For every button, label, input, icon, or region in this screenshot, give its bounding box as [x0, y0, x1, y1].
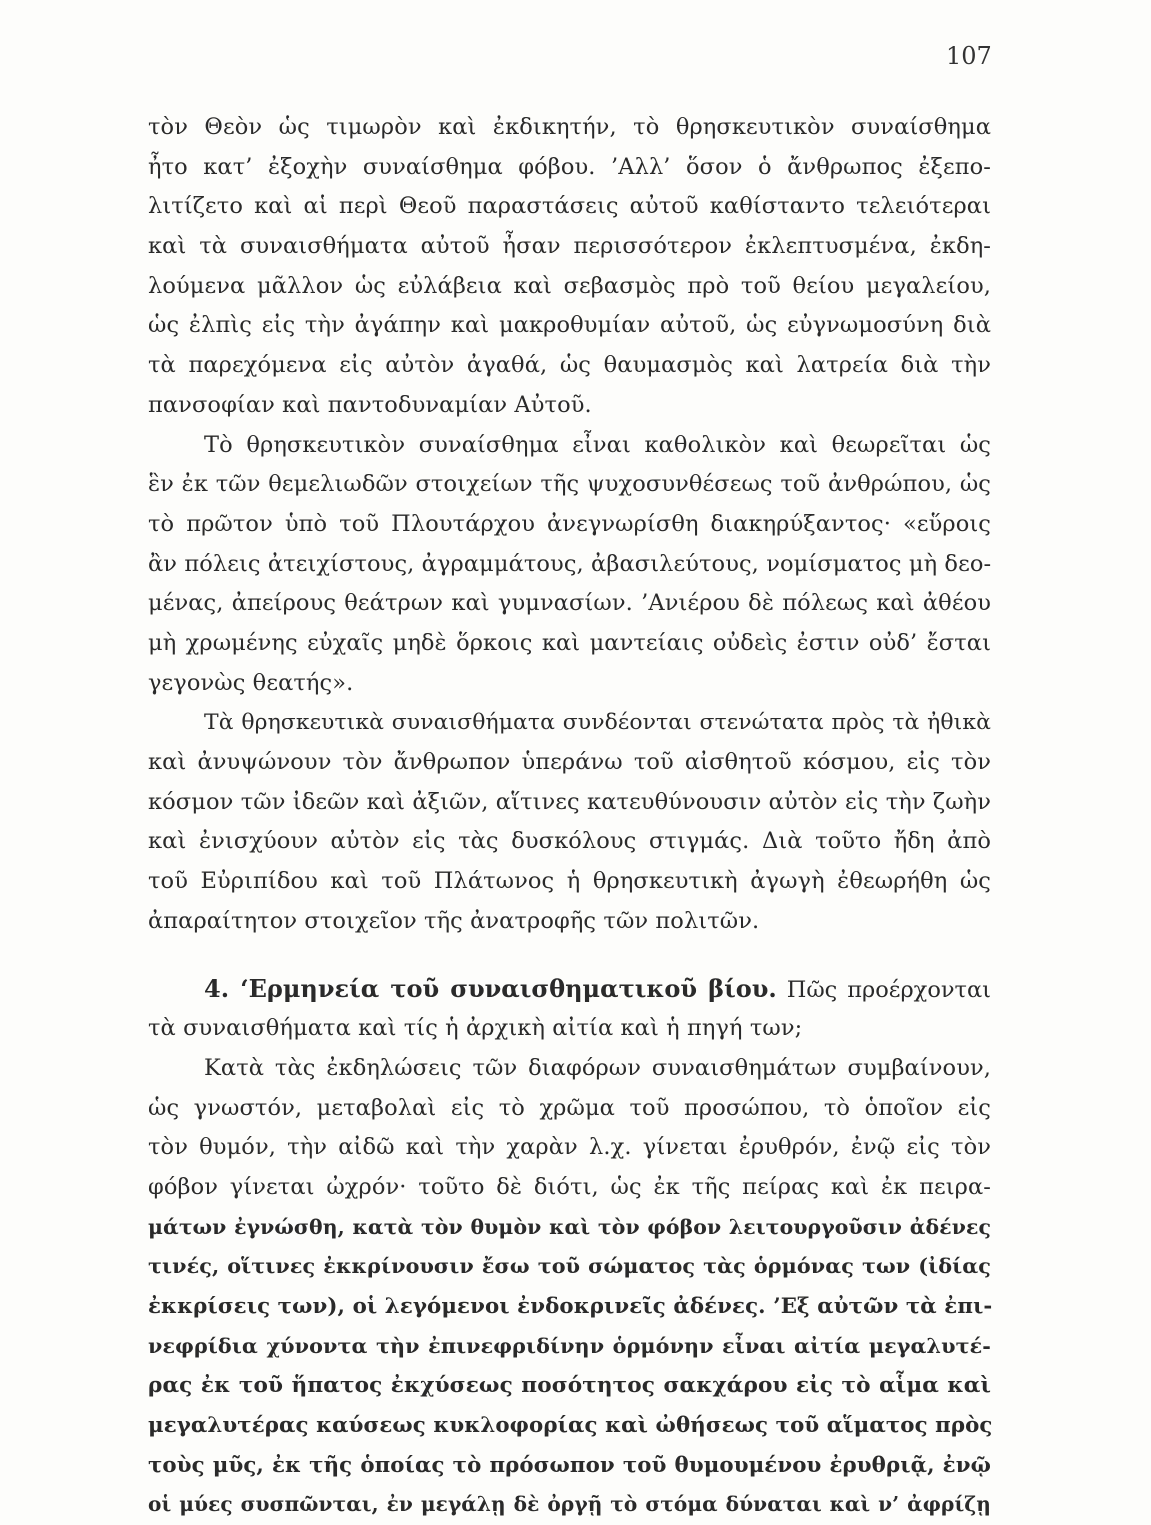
text-line: τινές, οἵτινες ἐκκρίνουσιν ἔσω τοῦ σώματος τὰς ὁρμόνας των (ἰδίας	[148, 1254, 991, 1279]
text-line: τοὺς μῦς, ἐκ τῆς ὁποίας τὸ πρόσωπον τοῦ θυμουμένου ἐρυθριᾷ, ἐνῷ	[148, 1452, 991, 1478]
section-heading-rest: Πῶς προέρχονται	[786, 977, 992, 1004]
text-line: καὶ τὰ συναισθήματα αὐτοῦ ἦσαν περισσότερον ἐκλεπτυσμένα, ἐκδη-	[148, 233, 991, 260]
paragraph-2	[148, 426, 991, 704]
text-line: καὶ ἐνισχύουν αὐτὸν εἰς τὰς δυσκόλους στιγμάς. Διὰ τοῦτο ἤδη ἀπὸ	[148, 828, 991, 855]
text-line: μένας, ἀπείρους θεάτρων καὶ γυμνασίων. ’Ανιέρου δὲ πόλεως καὶ ἀθέου	[148, 590, 991, 617]
text-line: ἦτο κατ’ ἐξοχὴν συναίσθημα φόβου. ’Αλλ’ ὅσον ὁ ἄνθρωπος ἐξεπο-	[148, 153, 991, 180]
text-line: τὸν θυμόν, τὴν αἰδῶ καὶ τὴν χαρὰν λ.χ. γίνεται ἐρυθρόν, ἐνῷ εἰς τὸν	[148, 1134, 991, 1161]
paragraph-5	[148, 1049, 991, 1525]
text-line: λούμενα μᾶλλον ὡς εὐλάβεια καὶ σεβασμὸς πρὸ τοῦ θείου μεγαλείου,	[148, 272, 991, 299]
text-line: πανσοφίαν καὶ παντοδυναμίαν Αὐτοῦ.	[148, 391, 592, 418]
text-line: Τὰ θρησκευτικὰ συναισθήματα συνδέονται στενώτατα πρὸς τὰ ἠθικὰ	[204, 710, 991, 736]
text-line: τὰ συναισθήματα καὶ τίς ἡ ἀρχικὴ αἰτία καὶ ἡ πηγή των;	[148, 1015, 803, 1042]
text-line: λιτίζετο καὶ αἱ περὶ Θεοῦ παραστάσεις αὐτοῦ καθίσταντο τελειότεραι	[148, 193, 991, 220]
text-line: νεφρίδια χύνοντα τὴν ἐπινεφριδίνην ὁρμόνην εἶναι αἰτία μεγαλυτέ-	[148, 1333, 991, 1358]
page-body	[148, 108, 991, 1525]
section-heading: 4. ‘Ερμηνεία τοῦ συναισθηματικοῦ βίου.	[204, 974, 777, 1004]
text-line: ὡς γνωστόν, μεταβολαὶ εἰς τὸ χρῶμα τοῦ προσώπου, τὸ ὁποῖον εἰς	[148, 1094, 991, 1121]
text-line: τοῦ Εὐριπίδου καὶ τοῦ Πλάτωνος ἡ θρησκευτικὴ ἀγωγὴ ἐθεωρήθη ὡς	[148, 868, 991, 895]
text-line: μεγαλυτέρας καύσεως κυκλοφορίας καὶ ὠθήσεως τοῦ αἵματος πρὸς	[148, 1413, 993, 1438]
text-line: τὰ παρεχόμενα εἰς αὐτὸν ἀγαθά, ὡς θαυμασμὸς καὶ λατρεία διὰ τὴν	[148, 352, 991, 379]
text-line: τὸ πρῶτον ὑπὸ τοῦ Πλουτάρχου ἀνεγνωρίσθη διακηρύξαντος· «εὕροις	[148, 510, 991, 537]
text-line: οἱ μύες συσπῶνται, ἐν μεγάλῃ δὲ ὀργῇ τὸ στόμα δύναται καὶ ν’ ἀφρίζῃ	[148, 1492, 991, 1517]
text-line: ἐκκρίσεις των), οἱ λεγόμενοι ἐνδοκρινεῖς ἀδένες. ’Εξ αὐτῶν τὰ ἐπι-	[148, 1293, 993, 1319]
section-4	[148, 969, 991, 1048]
text-line: Κατὰ τὰς ἐκδηλώσεις τῶν διαφόρων συναισθημάτων συμβαίνουν,	[204, 1054, 991, 1081]
paragraph-1	[148, 108, 991, 426]
text-line: καὶ ἀνυψώνουν τὸν ἄνθρωπον ὑπεράνω τοῦ αἰσθητοῦ κόσμου, εἰς τὸν	[148, 749, 991, 775]
section-heading-line	[148, 969, 991, 1009]
text-line: ἀπαραίτητον στοιχεῖον τῆς ἀνατροφῆς τῶν πολιτῶν.	[148, 907, 760, 934]
text-line: ἂν πόλεις ἀτειχίστους, ἀγραμμάτους, ἀβασιλεύτους, νομίσματος μὴ δεο-	[148, 550, 992, 577]
paragraph-3	[148, 703, 991, 941]
text-line: Τὸ θρησκευτικὸν συναίσθημα εἶναι καθολικὸν καὶ θεωρεῖται ὡς	[204, 431, 991, 458]
text-line: ρας ἐκ τοῦ ἥπατος ἐκχύσεως ποσότητος σακχάρου εἰς τὸ αἷμα καὶ	[148, 1373, 991, 1399]
section-spacer	[148, 941, 991, 969]
text-line: μὴ χρωμένης εὐχαῖς μηδὲ ὅρκοις καὶ μαντείαις οὐδεὶς ἐστιν οὐδ’ ἔσται	[148, 629, 991, 656]
text-line: κόσμον τῶν ἰδεῶν καὶ ἀξιῶν, αἵτινες κατευθύνουσιν αὐτὸν εἰς τὴν ζωὴν	[148, 788, 991, 815]
text-line: ὡς ἐλπὶς εἰς τὴν ἀγάπην καὶ μακροθυμίαν αὐτοῦ, ὡς εὐγνωμοσύνη διὰ	[148, 312, 991, 339]
text-line: ἓν ἐκ τῶν θεμελιωδῶν στοιχείων τῆς ψυχοσυνθέσεως τοῦ ἀνθρώπου, ὡς	[148, 471, 991, 498]
page-number: 107	[946, 42, 992, 70]
text-line: γεγονὼς θεατής».	[148, 669, 354, 696]
text-line: φόβον γίνεται ὠχρόν· τοῦτο δὲ διότι, ὡς ἐκ τῆς πείρας καὶ ἐκ πειρα-	[148, 1173, 991, 1200]
text-line: μάτων ἐγνώσθη, κατὰ τὸν θυμὸν καὶ τὸν φόβον λειτουργοῦσιν ἀδένες	[148, 1214, 991, 1239]
text-line: τὸν Θεὸν ὡς τιμωρὸν καὶ ἐκδικητήν, τὸ θρησκευτικὸν συναίσθημα	[148, 114, 991, 140]
